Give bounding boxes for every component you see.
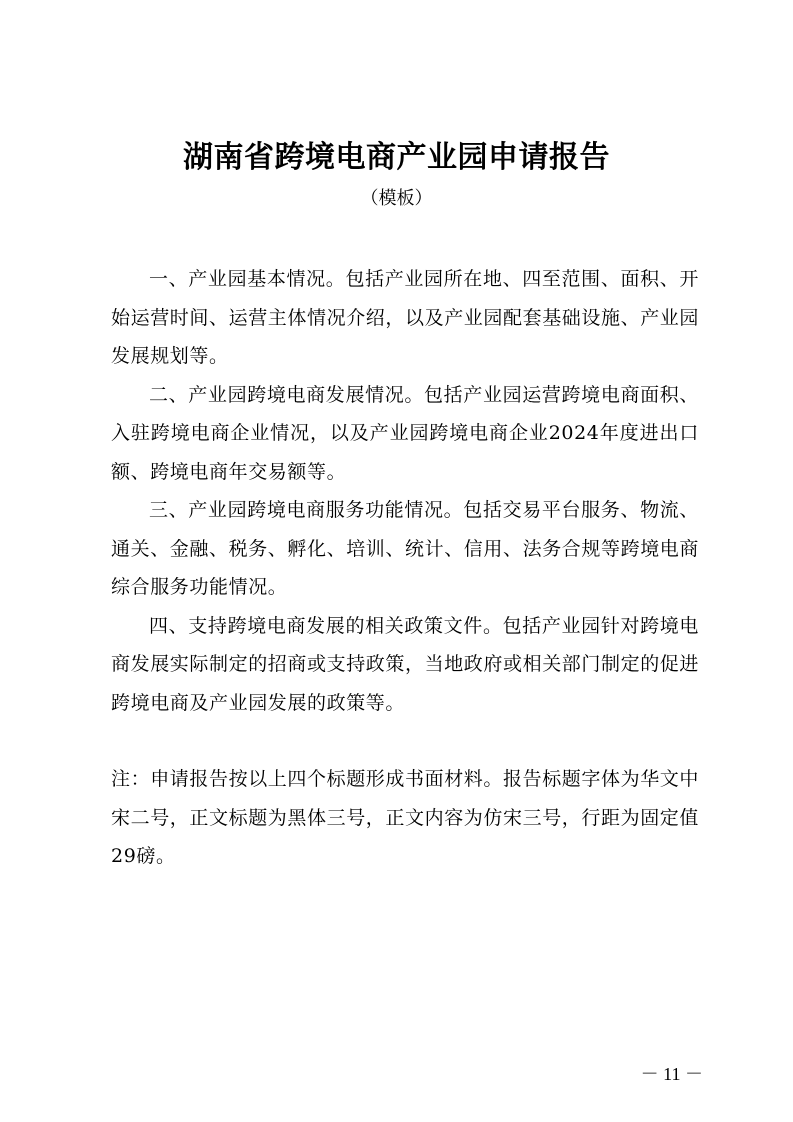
paragraph-basic-info: 一、产业园基本情况。包括产业园所在地、四至范围、面积、开始运营时间、运营主体情况介绍，以及产业园配套基础设施、产业园发展规划等。 bbox=[111, 268, 700, 367]
page-number: － 11 － bbox=[640, 1064, 703, 1084]
paragraph-development: 二、产业园跨境电商发展情况。包括产业园运营跨境电商面积、入驻跨境电商企业情况，以及产业园跨境电商企业2024年度进出口额、跨境电商年交易额等。 bbox=[111, 383, 699, 483]
document-note: 注：申请报告按以上四个标题形成书面材料。报告标题字体为华文中宋二号，正文标题为黑体三号，正文内容为仿宋三号，行距为固定值29磅。 bbox=[111, 768, 700, 867]
document-body bbox=[111, 260, 699, 722]
paragraph-policy-documents: 四、支持跨境电商发展的相关政策文件。包括产业园针对跨境电商发展实际制定的招商或支持政策，当地政府或相关部门制定的促进跨境电商及产业园发展的政策等。 bbox=[111, 614, 700, 714]
document-subtitle: （模板） bbox=[360, 188, 433, 209]
document-title: 湖南省跨境电商产业园申请报告 bbox=[183, 140, 610, 175]
paragraph-service-functions: 三、产业园跨境电商服务功能情况。包括交易平台服务、物流、通关、金融、税务、孵化、培训、统计、信用、法务合规等跨境电商综合服务功能情况。 bbox=[111, 499, 700, 598]
